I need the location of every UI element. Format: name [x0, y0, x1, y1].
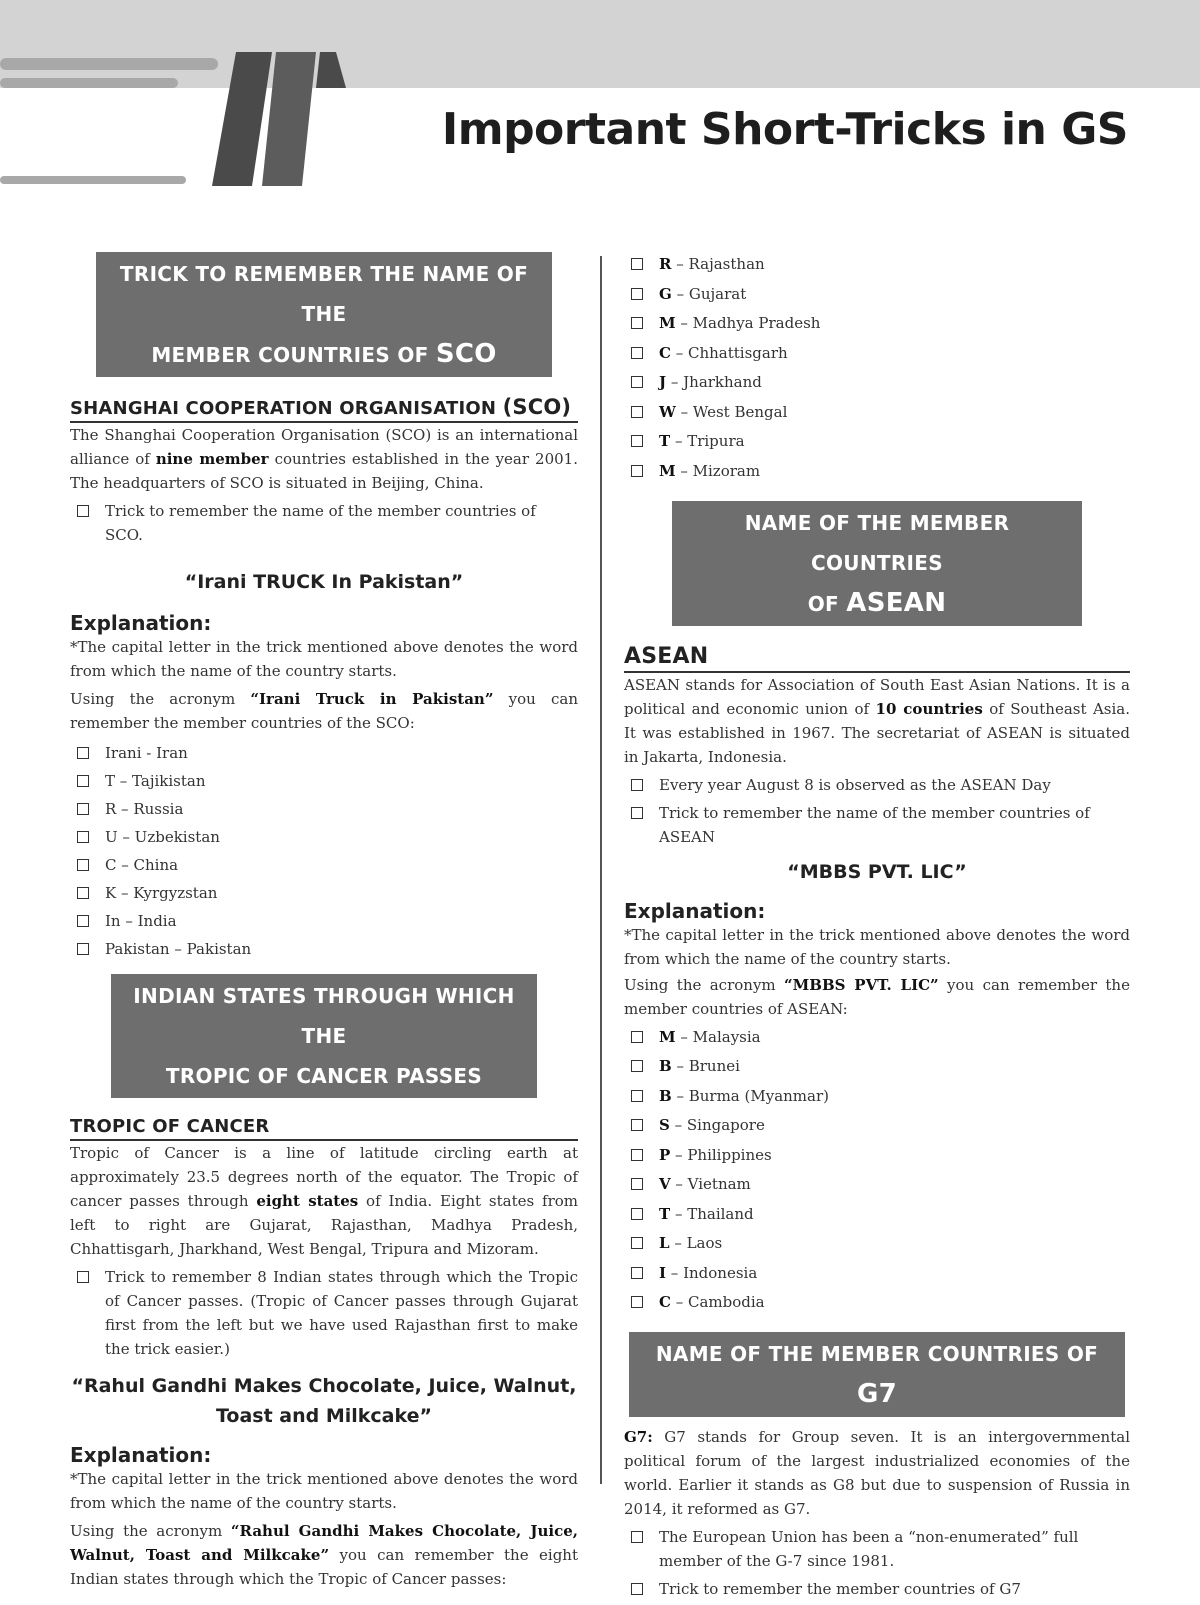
list-item-value: – Tripura [670, 432, 745, 450]
list-item: C – China [70, 853, 578, 878]
asean-trick: “MBBS PVT. LIC” [787, 860, 967, 883]
g7-banner-acronym: G7 [856, 1379, 898, 1409]
tropic-para-bold: eight states [256, 1191, 359, 1210]
list-item-value: – Madhya Pradesh [675, 314, 821, 332]
list-item-key: C [659, 343, 671, 362]
tropic-explanation-note: *The capital letter in the trick mentioned above denotes the word from which the name of the country starts. [70, 1469, 578, 1512]
tropic-para-text1: Tropic of Cancer is a line of latitude circling earth at approximately 23.5 degrees north of the equator. The Tropic of cancer passes through [70, 1143, 578, 1210]
list-item [624, 1084, 1130, 1108]
g7-banner [629, 1332, 1125, 1417]
asean-banner-line1: NAME OF THE MEMBER COUNTRIES [744, 510, 1010, 575]
asean-paragraph [624, 673, 1130, 769]
list-item: Trick to remember the name of the member countries of ASEAN [624, 801, 1130, 849]
list-item-key: B [659, 1086, 672, 1105]
sco-heading-acronym: (SCO) [502, 395, 572, 419]
sco-bullet-list [70, 499, 578, 547]
sco-para-text1: The Shanghai Cooperation Organisation (SCO) is an international alliance of [70, 426, 578, 468]
list-item: U – Uzbekistan [70, 825, 578, 850]
list-item [624, 459, 1130, 483]
sco-banner-acronym: SCO [435, 339, 497, 369]
asean-explanation-note: *The capital letter in the trick mentioned above denotes the word from which the name of the country starts. [624, 925, 1130, 968]
list-item [624, 311, 1130, 335]
tropic-exp-text1: Using the acronym [70, 1521, 231, 1540]
tropic-trick: “Rahul Gandhi Makes Chocolate, Juice, Walnut, Toast and Milkcake” [71, 1374, 577, 1427]
sco-explanation-text [70, 687, 578, 735]
list-item [624, 341, 1130, 365]
list-item [624, 1025, 1130, 1049]
sco-heading-text: SHANGHAI COOPERATION ORGANISATION [70, 398, 503, 419]
asean-banner [672, 501, 1082, 626]
list-item-value: – Cambodia [670, 1293, 765, 1311]
tropic-exp-text2: you can remember the eight Indian states through which the Tropic of Cancer passes: [70, 1545, 578, 1588]
list-item-key: C [659, 1293, 671, 1311]
list-item-value: – Singapore [669, 1116, 765, 1134]
list-item [624, 1054, 1130, 1078]
list-item-value: – Thailand [670, 1204, 754, 1223]
list-item-key: G [659, 284, 672, 303]
list-item-key: R [659, 255, 672, 273]
list-item-key: T [659, 432, 671, 450]
asean-banner-line2a: OF [807, 591, 847, 616]
sco-explanation-heading: Explanation: [70, 611, 212, 635]
list-item-key: J [659, 373, 667, 391]
list-item-value: – Brunei [671, 1057, 740, 1075]
list-item-value: – Indonesia [666, 1263, 758, 1282]
list-item-key: T [659, 1204, 671, 1223]
tropic-state-list [624, 252, 1130, 483]
list-item: Trick to remember the member countries of G7 [624, 1577, 1130, 1601]
sco-banner-line2a: MEMBER COUNTRIES OF [151, 343, 436, 367]
g7-para-text: G7 stands for Group seven. It is an intergovernmental political forum of the largest industrialized economies of the world. Earlier it stands as G8 but due to suspension of Russia in 2014, it reformed as G7. [624, 1428, 1130, 1518]
list-item-value: – West Bengal [675, 402, 788, 421]
page-title: Important Short-Tricks in GS [441, 104, 1128, 155]
sco-para-bold: nine member [155, 450, 269, 468]
asean-para-bold: 10 countries [875, 699, 983, 718]
asean-banner-line2 [680, 583, 1074, 624]
sco-explanation-note: *The capital letter in the trick mentioned above denotes the word from which the name of the country starts. [70, 638, 578, 680]
asean-country-list [624, 1025, 1130, 1315]
list-item [624, 429, 1130, 453]
sco-country-list [70, 741, 578, 962]
asean-explanation-heading: Explanation: [624, 898, 766, 923]
asean-para-text1: ASEAN stands for Association of South East Asian Nations. It is a political and economic union of [624, 675, 1130, 718]
list-item-value: – Gujarat [671, 284, 747, 303]
g7-banner-text: NAME OF THE MEMBER COUNTRIES OF [655, 1342, 1099, 1366]
g7-paragraph [624, 1425, 1130, 1521]
list-item [624, 252, 1130, 276]
list-item-key: S [659, 1116, 670, 1134]
list-item: Trick to remember the name of the member countries of SCO. [70, 499, 578, 547]
tropic-banner [111, 974, 537, 1098]
list-item-value: – Mizoram [675, 461, 761, 480]
asean-heading: ASEAN [624, 644, 1130, 673]
list-item [624, 400, 1130, 424]
asean-bullet-list [624, 773, 1130, 849]
sco-para-text2: countries established in the year 2001. The headquarters of SCO is situated in Beijing, China. [70, 450, 578, 492]
list-item-key: L [659, 1234, 670, 1252]
list-item: In – India [70, 909, 578, 934]
list-item-key: M [659, 314, 676, 332]
tropic-banner-line2: TROPIC OF CANCER PASSES [165, 1063, 483, 1088]
list-item-key: M [659, 461, 676, 480]
g7-bullet-list [624, 1525, 1130, 1601]
sco-trick: “Irani TRUCK In Pakistan” [184, 571, 464, 593]
list-item [624, 1143, 1130, 1167]
tropic-bullet-list [70, 1265, 578, 1361]
tropic-paragraph [70, 1141, 578, 1261]
g7-para-bold: G7: [624, 1428, 653, 1446]
column-divider [600, 256, 602, 1484]
list-item [624, 1172, 1130, 1196]
sco-exp-text2: you can remember the member countries of the SCO: [70, 690, 578, 732]
header-decoration [0, 0, 360, 190]
left-column [70, 252, 578, 1591]
list-item [624, 1113, 1130, 1137]
list-item-value: – Philippines [670, 1145, 772, 1164]
list-item-key: B [659, 1057, 672, 1075]
asean-banner-acronym: ASEAN [846, 587, 947, 618]
tropic-exp-bold: “Rahul Gandhi Makes Chocolate, Juice, Walnut, Toast and Milkcake” [70, 1521, 578, 1564]
sco-exp-bold: “Irani Truck in Pakistan” [250, 690, 494, 708]
list-item-value: – Chhattisgarh [670, 343, 788, 362]
list-item [624, 370, 1130, 394]
list-item: Trick to remember 8 Indian states through which the Tropic of Cancer passes. (Tropic of Cancer passes through Gujarat first from the left but we have used Rajasthan first to make the trick easier.) [70, 1265, 578, 1361]
tropic-explanation-text [70, 1519, 578, 1591]
list-item: Pakistan – Pakistan [70, 937, 578, 962]
sco-heading [70, 395, 578, 423]
list-item: T – Tajikistan [70, 769, 578, 794]
list-item: The European Union has been a “non-enumerated” full member of the G-7 since 1981. [624, 1525, 1130, 1573]
asean-para-text2: of Southeast Asia. It was established in 1967. The secretariat of ASEAN is situated in Jakarta, Indonesia. [624, 699, 1130, 766]
list-item-value: – Laos [669, 1234, 723, 1252]
asean-exp-bold: “MBBS PVT. LIC” [784, 975, 939, 994]
sco-paragraph [70, 423, 578, 495]
list-item-value: – Vietnam [670, 1175, 751, 1193]
list-item-key: V [659, 1175, 671, 1193]
list-item-key: W [659, 402, 676, 421]
list-item [624, 1202, 1130, 1226]
sco-banner-line1: TRICK TO REMEMBER THE NAME OF THE [119, 262, 529, 326]
tropic-explanation-heading: Explanation: [70, 1442, 212, 1467]
list-item [624, 282, 1130, 306]
asean-explanation-text [624, 973, 1130, 1021]
list-item-key: P [659, 1145, 671, 1164]
list-item [624, 1231, 1130, 1255]
sco-banner [96, 252, 552, 377]
list-item-key: M [659, 1027, 676, 1046]
tropic-heading: TROPIC OF CANCER [70, 1116, 578, 1141]
list-item: Every year August 8 is observed as the ASEAN Day [624, 773, 1130, 797]
sco-exp-text1: Using the acronym [70, 690, 251, 708]
list-item-value: – Burma (Myanmar) [671, 1086, 829, 1105]
list-item: K – Kyrgyzstan [70, 881, 578, 906]
list-item: R – Russia [70, 797, 578, 822]
list-item-value: – Jharkhand [666, 373, 762, 391]
list-item [624, 1261, 1130, 1285]
tropic-banner-line1: INDIAN STATES THROUGH WHICH THE [133, 983, 515, 1048]
right-column [624, 252, 1130, 1605]
sco-banner-line2 [104, 334, 544, 375]
list-item-value: – Rajasthan [671, 255, 765, 273]
list-item-value: – Malaysia [675, 1027, 761, 1046]
list-item-key: I [659, 1263, 667, 1282]
list-item [624, 1290, 1130, 1314]
tropic-para-text2: of India. Eight states from left to right are Gujarat, Rajasthan, Madhya Pradesh, Chhattisgarh, Jharkhand, West Bengal, Tripura and Mizoram. [70, 1191, 578, 1258]
list-item: Irani - Iran [70, 741, 578, 766]
asean-exp-text1: Using the acronym [624, 975, 785, 994]
asean-exp-text2: you can remember the member countries of ASEAN: [624, 975, 1130, 1018]
